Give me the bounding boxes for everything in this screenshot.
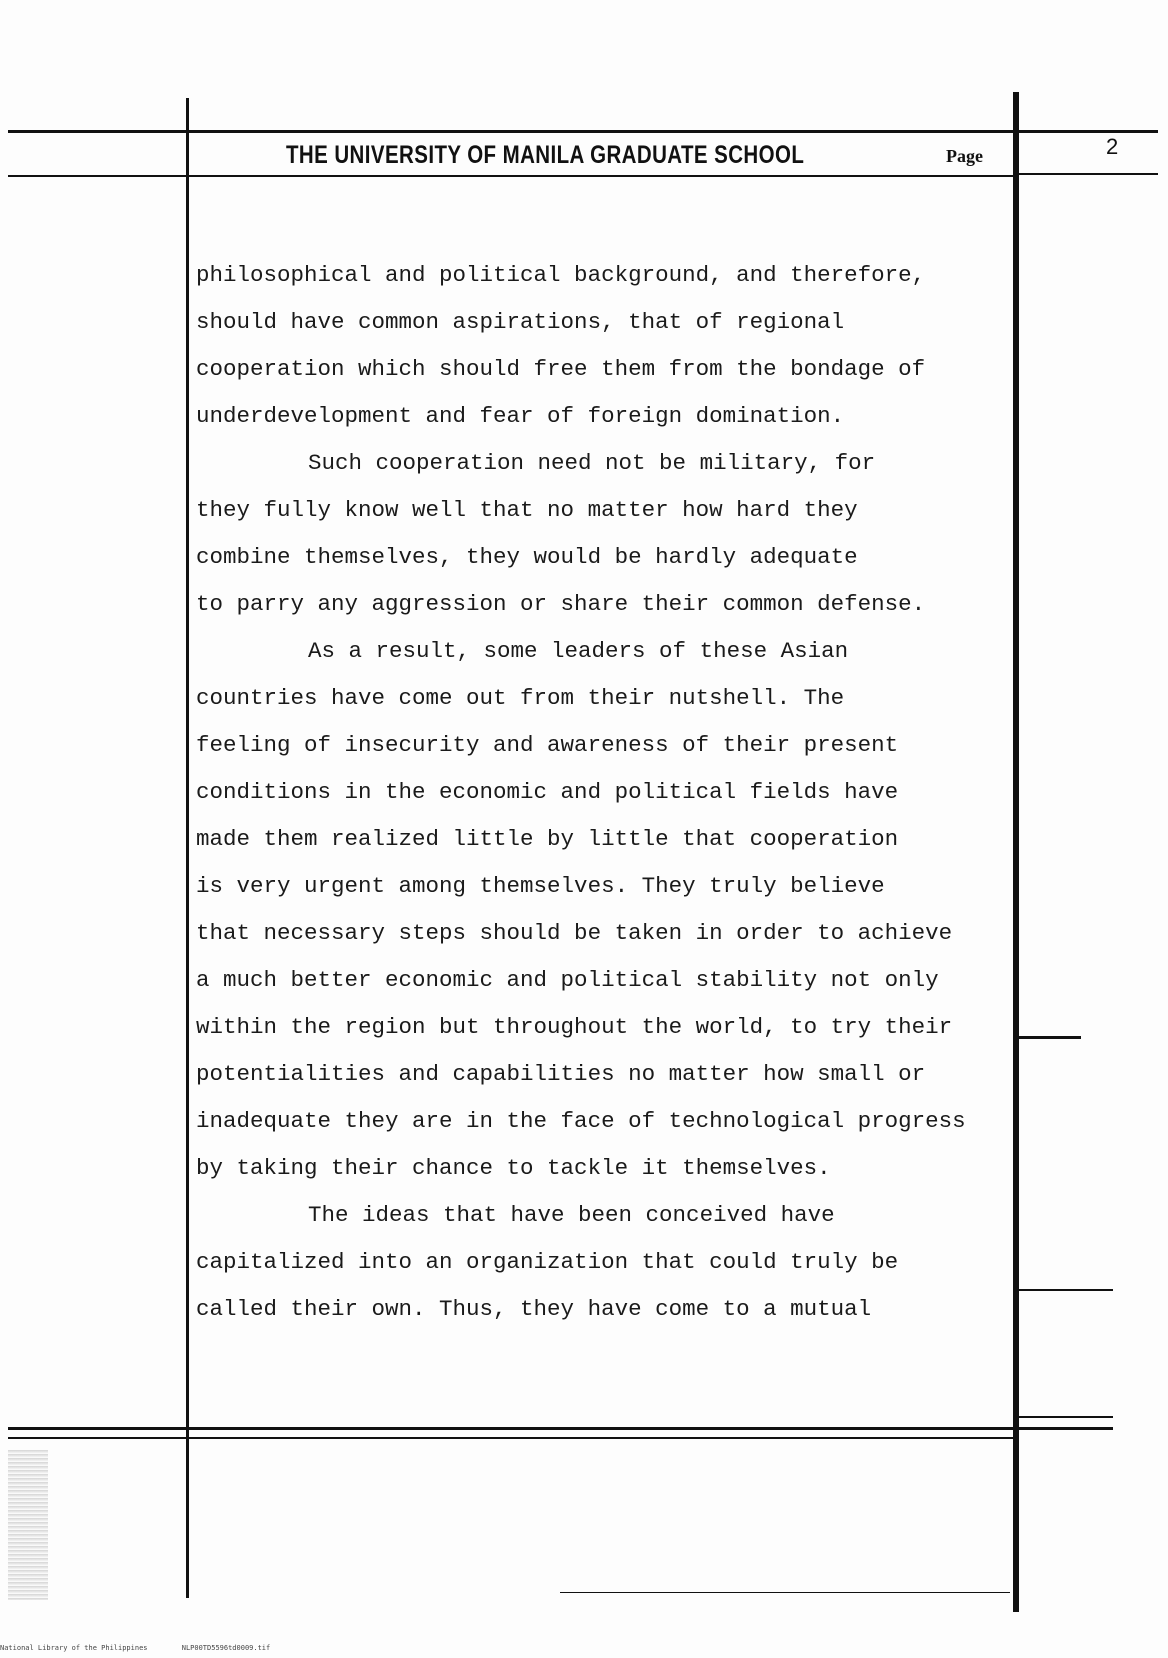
text-line: The ideas that have been conceived have [308, 1202, 835, 1228]
text-line: Such cooperation need not be military, for [308, 450, 876, 476]
library-credit: National Library of the Philippines [0, 1644, 148, 1652]
page-title: THE UNIVERSITY OF MANILA GRADUATE SCHOOL [286, 141, 805, 169]
header-bottom-rule [8, 175, 1018, 177]
body-text [196, 252, 1016, 1333]
page-label: Page [946, 146, 983, 166]
text-line: feeling of insecurity and awareness of their present [196, 732, 899, 758]
left-margin-rule [186, 98, 189, 1598]
text-line: that necessary steps should be taken in order to achieve [196, 920, 953, 946]
text-line: As a result, some leaders of these Asian [308, 638, 849, 664]
text-line: made them realized little by little that cooperation [196, 826, 899, 852]
text-line: underdevelopment and fear of foreign domination. [196, 403, 845, 429]
text-line: is very urgent among themselves. They truly believe [196, 873, 885, 899]
margin-tick-rule [1013, 1289, 1113, 1291]
text-line: potentialities and capabilities no matter how small or [196, 1061, 926, 1087]
text-line: inadequate they are in the face of technological progress [196, 1108, 966, 1134]
text-line: they fully know well that no matter how hard they [196, 497, 858, 523]
text-line: combine themselves, they would be hardly adequate [196, 544, 858, 570]
text-line: to parry any aggression or share their common defense. [196, 591, 926, 617]
text-line: should have common aspirations, that of regional [196, 309, 845, 335]
margin-tick-rule [1013, 1036, 1081, 1039]
header-top-rule [8, 130, 1158, 133]
text-line: cooperation which should free them from the bondage of [196, 356, 926, 382]
page-number: 2 [1106, 134, 1119, 159]
text-line: a much better economic and political stability not only [196, 967, 939, 993]
footer-second-rule [8, 1437, 1018, 1439]
text-line: philosophical and political background, and therefore, [196, 262, 926, 288]
text-line: within the region but throughout the world, to try their [196, 1014, 953, 1040]
footer-underline-rule [560, 1592, 1010, 1593]
text-line: conditions in the economic and political fields have [196, 779, 899, 805]
scan-caption [0, 1644, 300, 1652]
text-line: by taking their chance to tackle it themselves. [196, 1155, 831, 1181]
margin-tick-rule [1013, 1416, 1113, 1418]
text-line: capitalized into an organization that could truly be [196, 1249, 899, 1275]
text-line: called their own. Thus, they have come to a mutual [196, 1296, 872, 1322]
text-line: countries have come out from their nutshell. The [196, 685, 845, 711]
scan-noise [8, 1450, 48, 1600]
page-box-bottom-rule [1013, 173, 1158, 175]
footer-top-rule [8, 1427, 1113, 1430]
file-name: NLP00TD5596td0009.tif [181, 1644, 271, 1652]
